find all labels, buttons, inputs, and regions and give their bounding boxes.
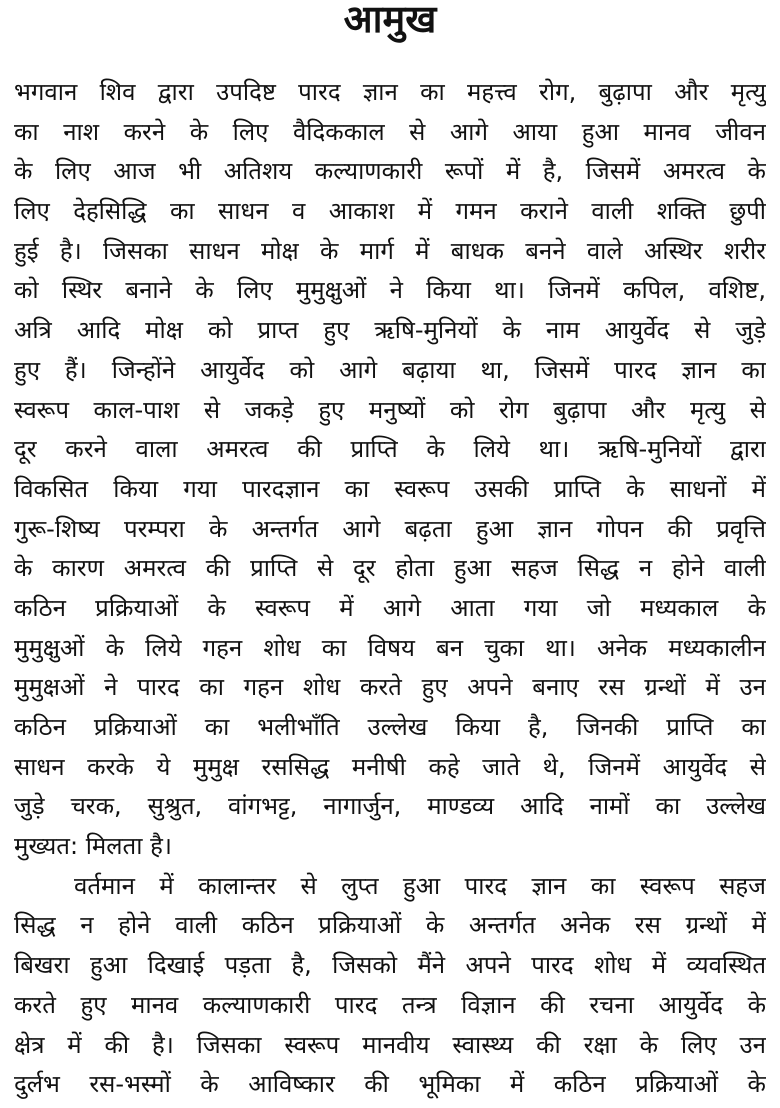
text-line: के कारण अमरत्व की प्राप्ति से दूर होता हुआ सहज सिद्ध न होने वाली — [14, 554, 766, 583]
text-line: साधन करके ये मुमुक्ष रससिद्ध मनीषी कहे जाते थे, जिनमें आयुर्वेद से — [14, 752, 766, 781]
text-line: हुई है। जिसका साधन मोक्ष के मार्ग में बाधक बनने वाले अस्थिर शरीर — [14, 236, 766, 265]
text-line: गुरू-शिष्य परम्परा के अन्तर्गत आगे बढ़ता हुआ ज्ञान गोपन की प्रवृत्ति — [14, 514, 766, 543]
text-line: मुमुक्षुओं के लिये गहन शोध का विषय बन चुका था। अनेक मध्यकालीन — [14, 633, 766, 662]
text-line: बिखरा हुआ दिखाई पड़ता है, जिसको मैंने अपने पारद शोध में व्यवस्थित — [14, 951, 766, 980]
text-line: क्षेत्र में की है। जिसका स्वरूप मानवीय स्वास्थ्य की रक्षा के लिए उन — [14, 1030, 766, 1059]
text-line: दूर करने वाला अमरत्व की प्राप्ति के लिये था। ऋषि-मुनियों द्वारा — [14, 435, 766, 464]
text-line: को स्थिर बनाने के लिए मुमुक्षुओं ने किया था। जिनमें कपिल, वशिष्ट, — [14, 276, 766, 305]
text-line: अत्रि आदि मोक्ष को प्राप्त हुए ऋषि-मुनियों के नाम आयुर्वेद से जुड़े — [14, 316, 766, 345]
text-line: कठिन प्रक्रियाओं का भलीभाँति उल्लेख किया है, जिनकी प्राप्ति का — [14, 713, 766, 741]
text-line: भगवान शिव द्वारा उपदिष्ट पारद ज्ञान का महत्त्व रोग, बुढ़ापा और मृत्यु — [14, 78, 766, 106]
text-line: मुख्यत: मिलता है। — [14, 832, 172, 861]
text-line: सिद्ध न होने वाली कठिन प्रक्रियाओं के अन्तर्गत अनेक रस ग्रन्थों में — [14, 911, 766, 940]
text-line: के लिए आज भी अतिशय कल्याणकारी रूपों में है, जिसमें अमरत्व के — [14, 157, 766, 186]
text-line: कठिन प्रक्रियाओं के स्वरूप में आगे आता गया जो मध्यकाल के — [14, 593, 766, 622]
text-line: वर्तमान में कालान्तर से लुप्त हुआ पारद ज्ञान का स्वरूप सहज — [74, 871, 766, 900]
text-line: जुड़े चरक, सुश्रुत, वांगभट्ट, नागार्जुन, माण्डव्य आदि नामों का उल्लेख — [14, 792, 766, 821]
text-line: विकसित किया गया पारदज्ञान का स्वरूप उसकी प्राप्ति के साधनों में — [14, 474, 766, 503]
text-line: करते हुए मानव कल्याणकारी पारद तन्त्र विज्ञान की रचना आयुर्वेद के — [14, 990, 766, 1019]
document-body — [14, 73, 766, 1105]
text-line: स्वरूप काल-पाश से जकड़े हुए मनुष्यों को रोग बुढ़ापा और मृत्यु से — [14, 395, 766, 424]
text-line: दुर्लभ रस-भस्मों के आविष्कार की भूमिका में कठिन प्रक्रियाओं के — [14, 1070, 766, 1099]
text-line: मुमुक्षओं ने पारद का गहन शोध करते हुए अपने बनाए रस ग्रन्थों में उन — [14, 673, 766, 702]
text-line: हुए हैं। जिन्होंने आयुर्वेद को आगे बढ़ाया था, जिसमें पारद ज्ञान का — [14, 355, 766, 384]
text-line: का नाश करने के लिए वैदिककाल से आगे आया हुआ मानव जीवन — [14, 117, 766, 146]
text-line: लिए देहसिद्धि का साधन व आकाश में गमन कराने वाली शक्ति छुपी — [14, 197, 766, 226]
page-title: आमुख — [343, 0, 437, 41]
